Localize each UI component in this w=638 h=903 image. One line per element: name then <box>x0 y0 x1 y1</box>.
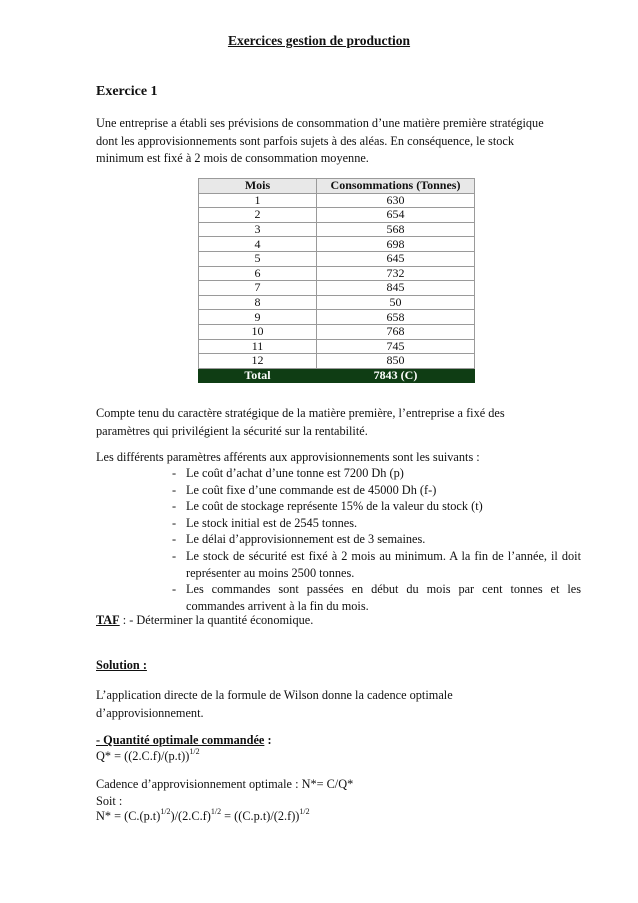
solution-paragraph <box>96 687 586 722</box>
header-month: Mois <box>199 179 317 194</box>
bullet-dash: - <box>172 499 177 514</box>
cell-consumption: 768 <box>317 324 475 339</box>
cell-month: 6 <box>199 266 317 281</box>
list-item <box>96 482 581 499</box>
param-text: Les commandes sont passées en début du mois par cent tonnes et les commandes arrivent à la fin du mois. <box>186 582 581 613</box>
formula-n-part: = ((C.p.t)/(2.f)) <box>221 809 300 823</box>
params-intro: Les différents paramètres afférents aux approvisionnements sont les suivants : <box>96 450 480 464</box>
table-row <box>199 208 475 223</box>
cell-month: 10 <box>199 324 317 339</box>
list-item <box>96 515 581 532</box>
context-line: Compte tenu du caractère stratégique de la matière première, l’entreprise a fixé des <box>96 406 505 420</box>
parameters-list <box>96 465 581 614</box>
table-row <box>199 237 475 252</box>
solution-heading <box>96 657 586 675</box>
formula-q-main: Q* = ((2.C.f)/(p.t)) <box>96 749 190 763</box>
param-text: Le coût de stockage représente 15% de la valeur du stock (t) <box>186 499 483 514</box>
cell-month: 3 <box>199 222 317 237</box>
total-label: Total <box>199 368 317 383</box>
formula-n-part: )/(2.C.f) <box>170 809 211 823</box>
bullet-dash: - <box>172 548 177 563</box>
cadence-line: Cadence d’approvisionnement optimale : N*= C/Q* <box>96 777 354 791</box>
bullet-dash: - <box>172 582 177 597</box>
cell-month: 12 <box>199 354 317 369</box>
table-row <box>199 339 475 354</box>
exercise-heading: Exercice 1 <box>96 84 158 99</box>
cell-consumption: 568 <box>317 222 475 237</box>
solution-line: d’approvisionnement. <box>96 705 204 720</box>
taf-text: : - Déterminer la quantité économique. <box>119 613 314 627</box>
total-value: 7843 (C) <box>317 368 475 383</box>
formula-q-exponent: 1/2 <box>189 747 200 756</box>
solution-line: L’application directe de la formule de Wilson donne la cadence optimale <box>96 688 453 702</box>
cell-month: 8 <box>199 295 317 310</box>
quantity-heading-label: - Quantité optimale commandée <box>96 733 265 747</box>
context-line: paramètres qui privilégient la sécurité sur la rentabilité. <box>96 423 368 438</box>
table-row <box>199 324 475 339</box>
consumption-table <box>198 178 475 383</box>
cell-consumption: 658 <box>317 310 475 325</box>
table-row <box>199 193 475 208</box>
table-header-row <box>199 179 475 194</box>
param-text: Le coût fixe d’une commande est de 45000 Dh (f-) <box>186 482 437 497</box>
formula-n-part: N* = (C.(p.t) <box>96 809 161 823</box>
cell-consumption: 645 <box>317 251 475 266</box>
quantity-heading <box>96 732 586 750</box>
formula-q <box>96 748 586 766</box>
cell-consumption: 732 <box>317 266 475 281</box>
bullet-dash: - <box>172 466 177 480</box>
list-item <box>96 531 581 548</box>
cell-month: 7 <box>199 281 317 296</box>
formula-n <box>96 808 586 826</box>
cell-consumption: 630 <box>317 193 475 208</box>
table-row <box>199 222 475 237</box>
formula-n-exponent: 1/2 <box>160 807 171 816</box>
table-row <box>199 281 475 296</box>
bullet-dash: - <box>172 482 177 497</box>
cell-consumption: 745 <box>317 339 475 354</box>
bullet-dash: - <box>172 515 177 530</box>
intro-line: Une entreprise a établi ses prévisions de consommation d’une matière première stratégique <box>96 116 544 130</box>
taf-line <box>96 612 586 630</box>
intro-paragraph <box>96 115 586 168</box>
table-row <box>199 251 475 266</box>
list-item <box>96 498 581 515</box>
soit-line: Soit : <box>96 794 123 808</box>
table-row <box>199 354 475 369</box>
list-item <box>96 548 581 581</box>
cell-month: 5 <box>199 251 317 266</box>
table-total-row <box>199 368 475 383</box>
quantity-heading-suffix: : <box>264 733 272 747</box>
cell-month: 4 <box>199 237 317 252</box>
table-row <box>199 295 475 310</box>
context-paragraph <box>96 405 586 440</box>
cell-month: 9 <box>199 310 317 325</box>
cell-consumption: 850 <box>317 354 475 369</box>
cell-month: 2 <box>199 208 317 223</box>
cell-month: 11 <box>199 339 317 354</box>
solution-label: Solution : <box>96 658 147 672</box>
param-text: Le délai d’approvisionnement est de 3 semaines. <box>186 532 426 547</box>
cell-month: 1 <box>199 193 317 208</box>
cell-consumption: 50 <box>317 295 475 310</box>
cell-consumption: 654 <box>317 208 475 223</box>
intro-line: dont les approvisionnements sont parfois sujets à des aléas. En conséquence, le stock <box>96 133 514 148</box>
list-item <box>96 581 581 614</box>
bullet-dash: - <box>172 532 177 547</box>
formula-n-exponent: 1/2 <box>299 807 310 816</box>
taf-label: TAF <box>96 613 120 627</box>
formula-n-exponent: 1/2 <box>210 807 222 816</box>
table-row <box>199 310 475 325</box>
header-consumption: Consommations (Tonnes) <box>317 179 475 194</box>
intro-line: minimum est fixé à 2 mois de consommation moyenne. <box>96 151 369 165</box>
cell-consumption: 698 <box>317 237 475 252</box>
list-item <box>96 465 581 482</box>
param-text: Le stock initial est de 2545 tonnes. <box>186 515 358 530</box>
param-text: Le coût d’achat d’une tonne est 7200 Dh (p) <box>186 466 404 480</box>
param-text: Le stock de sécurité est fixé à 2 mois au minimum. A la fin de l’année, il doit représenter au moins 2500 tonnes. <box>186 548 581 580</box>
cell-consumption: 845 <box>317 281 475 296</box>
table-row <box>199 266 475 281</box>
document-title: Exercices gestion de production <box>227 33 411 48</box>
